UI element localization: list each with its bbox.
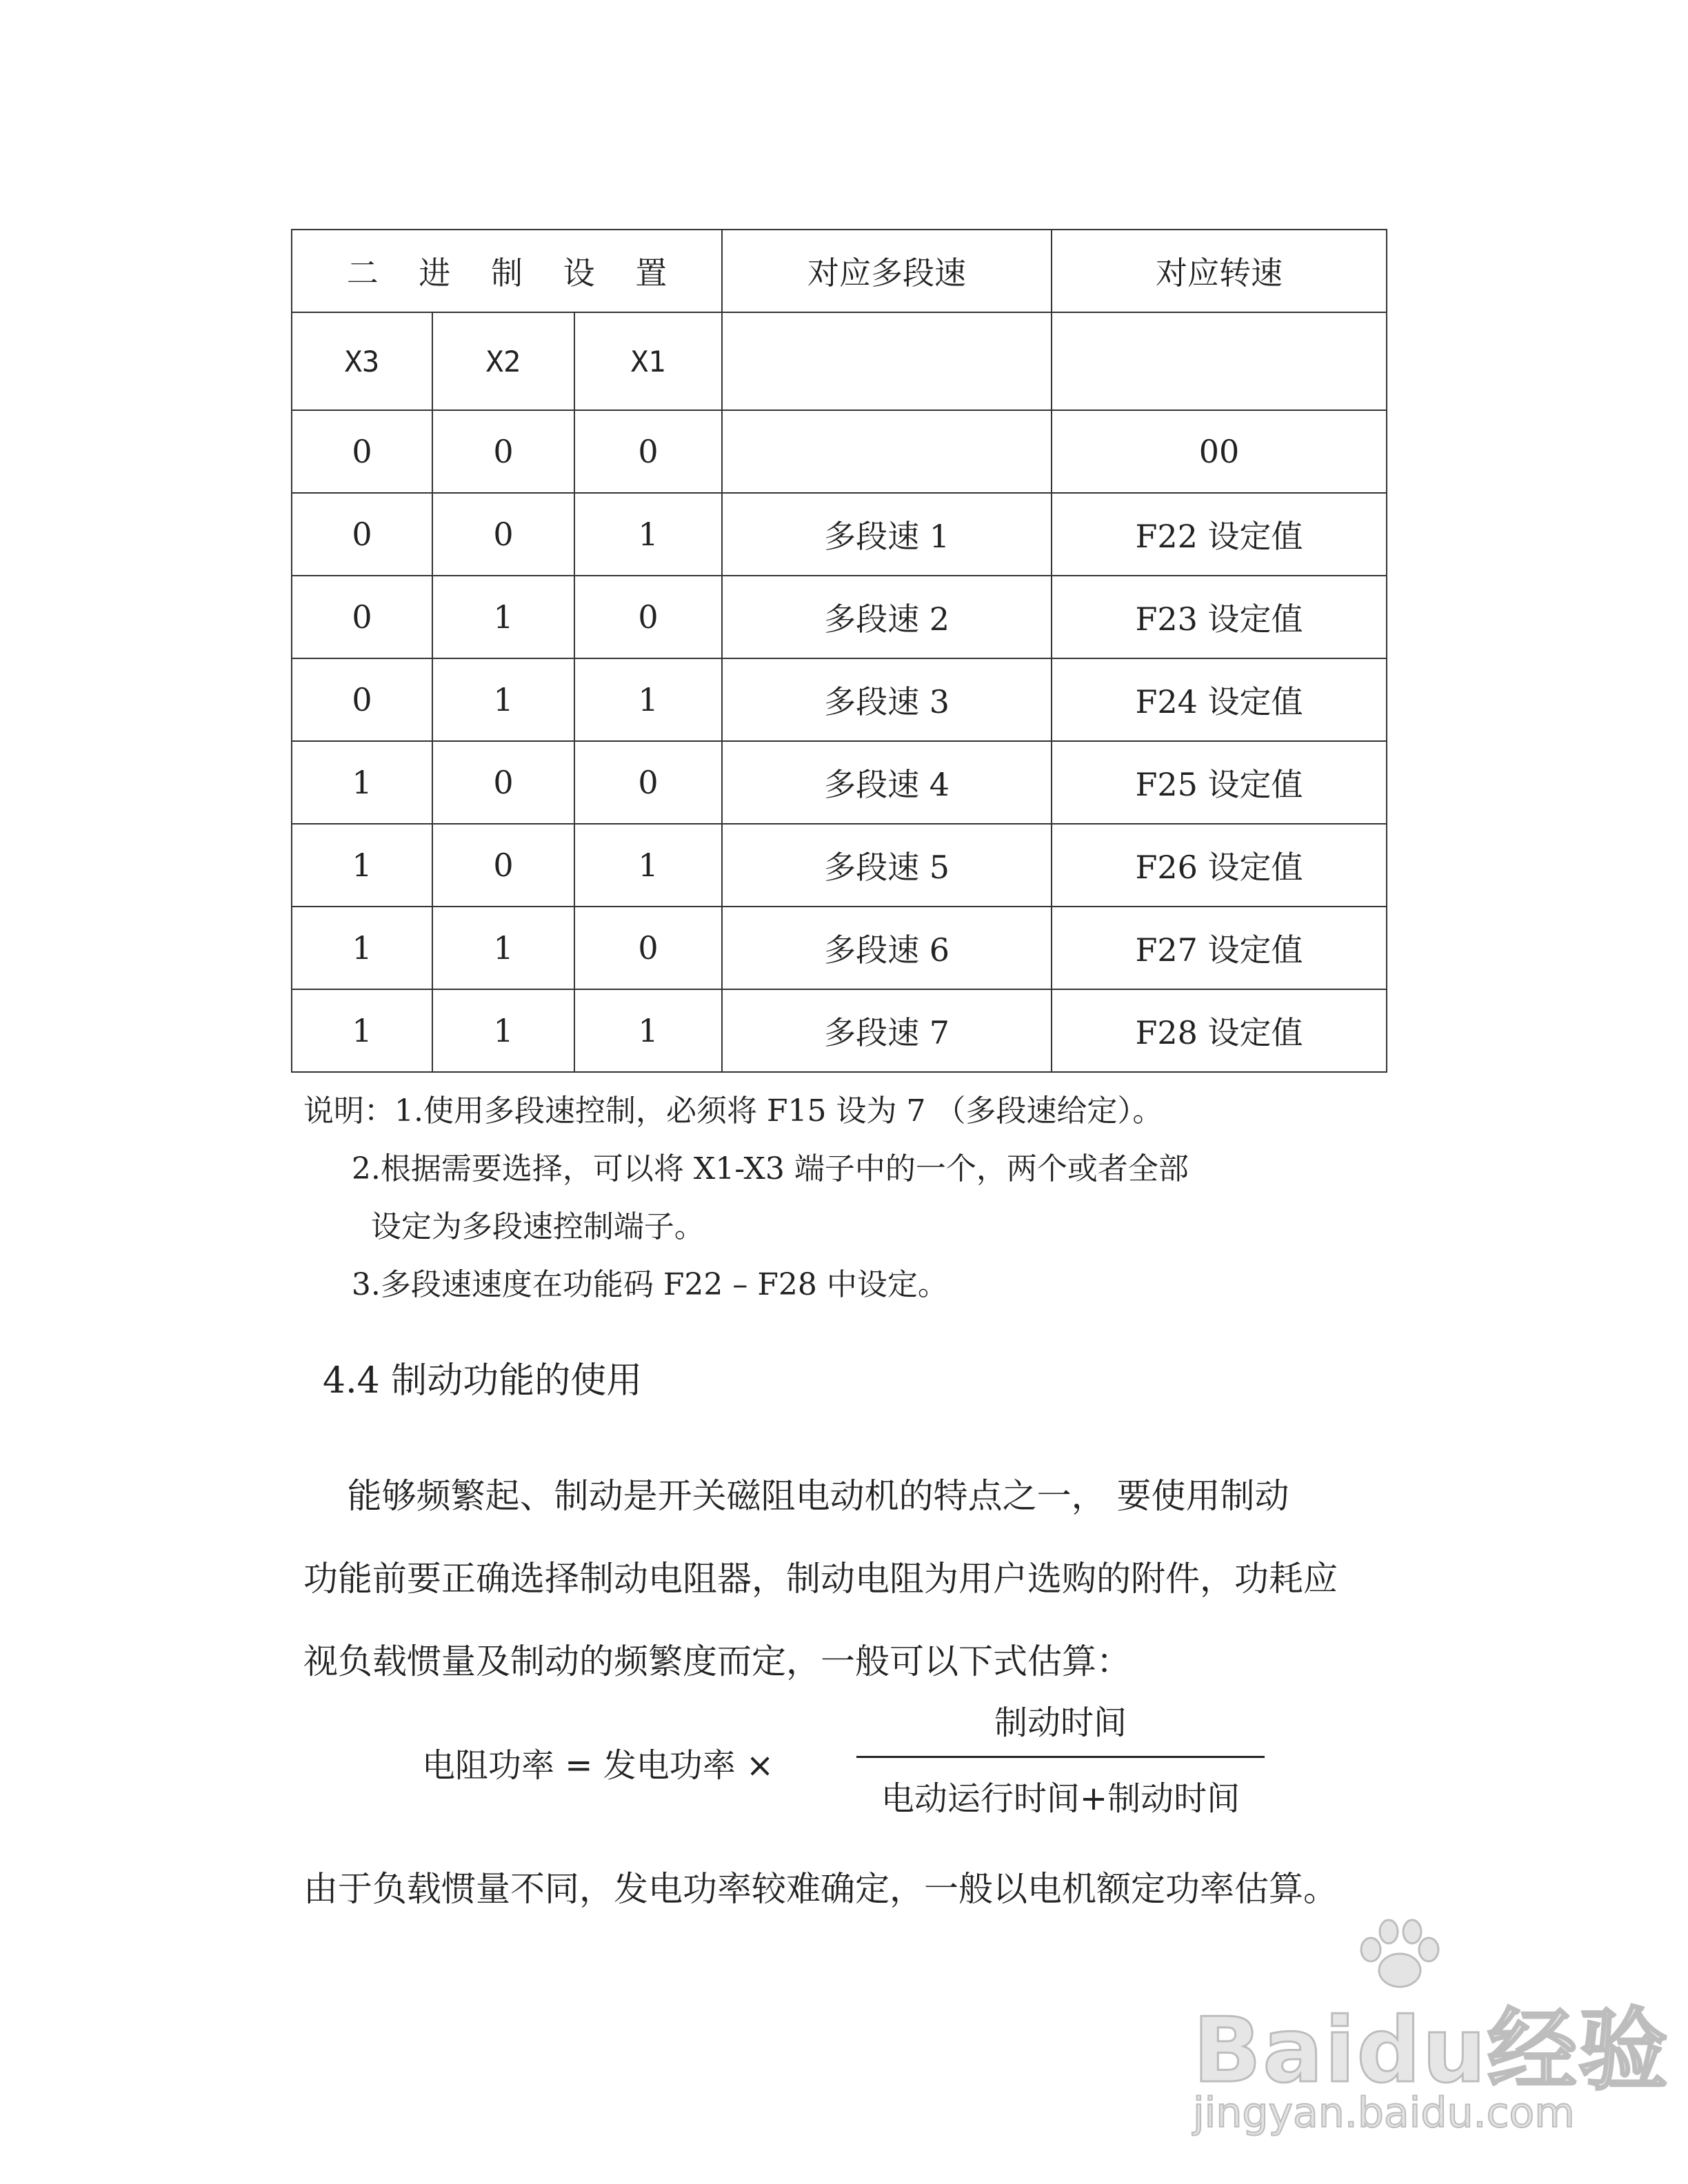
cell-x3: 1 [292, 741, 432, 824]
cell-x2: 1 [432, 907, 574, 989]
cell-multi-speed: 多段速 1 [722, 493, 1052, 576]
table-row [292, 989, 1387, 1072]
table-row [292, 658, 1387, 741]
cell-multi-speed: 多段速 5 [722, 824, 1052, 907]
table-header-row [292, 230, 1387, 312]
table-row [292, 741, 1387, 824]
cell-x2: 1 [432, 658, 574, 741]
table-row [292, 576, 1387, 658]
watermark-site: jingyan.baidu.com [1193, 2089, 1575, 2137]
cell-x3: 0 [292, 658, 432, 741]
cell-x1: 0 [574, 576, 722, 658]
cell-x2: 0 [432, 493, 574, 576]
cell-multi-speed: 多段速 7 [722, 989, 1052, 1072]
cell-multi-speed: 多段速 4 [722, 741, 1052, 824]
cell-x3: 0 [292, 493, 432, 576]
cell-speed: F22 设定值 [1052, 493, 1387, 576]
cell-x1: 1 [574, 824, 722, 907]
paragraph-line: 视负载惯量及制动的频繁度而定，一般可以下式估算： [303, 1641, 1131, 1681]
section-title: 4.4 制动功能的使用 [323, 1360, 643, 1402]
cell-x2: 0 [432, 741, 574, 824]
subheader-empty [1052, 312, 1387, 410]
body-paragraph [303, 1455, 1393, 1703]
cell-x2: 1 [432, 576, 574, 658]
cell-multi-speed: 多段速 3 [722, 658, 1052, 741]
multi-speed-table [291, 229, 1387, 1073]
table-row [292, 907, 1387, 989]
cell-x3: 0 [292, 576, 432, 658]
cell-speed: 00 [1052, 410, 1387, 493]
cell-x3: 0 [292, 410, 432, 493]
formula-lhs: 电阻功率 = 发电功率 × [422, 1746, 774, 1785]
note-line: 说明：1.使用多段速控制，必须将 F15 设为 7 （多段速给定）。 [303, 1093, 1163, 1129]
cell-speed: F27 设定值 [1052, 907, 1387, 989]
cell-x2: 1 [432, 989, 574, 1072]
cell-speed: F24 设定值 [1052, 658, 1387, 741]
note-line: 2.根据需要选择，可以将 X1-X3 端子中的一个，两个或者全部 [303, 1151, 1189, 1186]
paragraph-line: 能够频繁起、制动是开关磁阻电动机的特点之一， 要使用制动 [303, 1476, 1289, 1516]
resistor-power-formula [422, 1696, 1263, 1820]
cell-x1: 1 [574, 658, 722, 741]
subheader-x2: X2 [432, 312, 574, 410]
cell-x2: 0 [432, 410, 574, 493]
cell-multi-speed: 多段速 2 [722, 576, 1052, 658]
closing-line: 由于负载惯量不同，发电功率较难确定，一般以电机额定功率估算。 [303, 1869, 1338, 1909]
cell-x3: 1 [292, 824, 432, 907]
cell-x1: 0 [574, 907, 722, 989]
cell-speed: F25 设定值 [1052, 741, 1387, 824]
cell-speed: F23 设定值 [1052, 576, 1387, 658]
note-line: 3.多段速速度在功能码 F22 – F28 中设定。 [303, 1267, 948, 1302]
formula-numerator: 制动时间 [856, 1696, 1265, 1758]
table-notes [303, 1082, 1189, 1314]
cell-multi-speed: 多段速 6 [722, 907, 1052, 989]
header-multi-speed: 对应多段速 [722, 230, 1052, 312]
cell-speed: F28 设定值 [1052, 989, 1387, 1072]
table-subheader-row [292, 312, 1387, 410]
cell-x1: 0 [574, 410, 722, 493]
table-row [292, 493, 1387, 576]
note-line: 设定为多段速控制端子。 [303, 1209, 705, 1244]
header-speed: 对应转速 [1052, 230, 1387, 312]
baidu-watermark [1186, 1917, 1669, 2151]
subheader-empty [722, 312, 1052, 410]
cell-x1: 0 [574, 741, 722, 824]
formula-denominator: 电动运行时间+制动时间 [881, 1779, 1240, 1818]
table-row [292, 410, 1387, 493]
subheader-x3: X3 [292, 312, 432, 410]
cell-multi-speed [722, 410, 1052, 493]
table-row [292, 824, 1387, 907]
cell-x2: 0 [432, 824, 574, 907]
cell-x3: 1 [292, 989, 432, 1072]
subheader-x1: X1 [574, 312, 722, 410]
cell-x1: 1 [574, 493, 722, 576]
formula-fraction [856, 1696, 1265, 1819]
watermark-brand: Baidu经验 [1193, 1998, 1669, 2103]
paragraph-line: 功能前要正确选择制动电阻器，制动电阻为用户选购的附件，功耗应 [303, 1559, 1338, 1599]
header-binary-setting: 二 进 制 设 置 [292, 230, 722, 312]
cell-x3: 1 [292, 907, 432, 989]
cell-x1: 1 [574, 989, 722, 1072]
cell-speed: F26 设定值 [1052, 824, 1387, 907]
